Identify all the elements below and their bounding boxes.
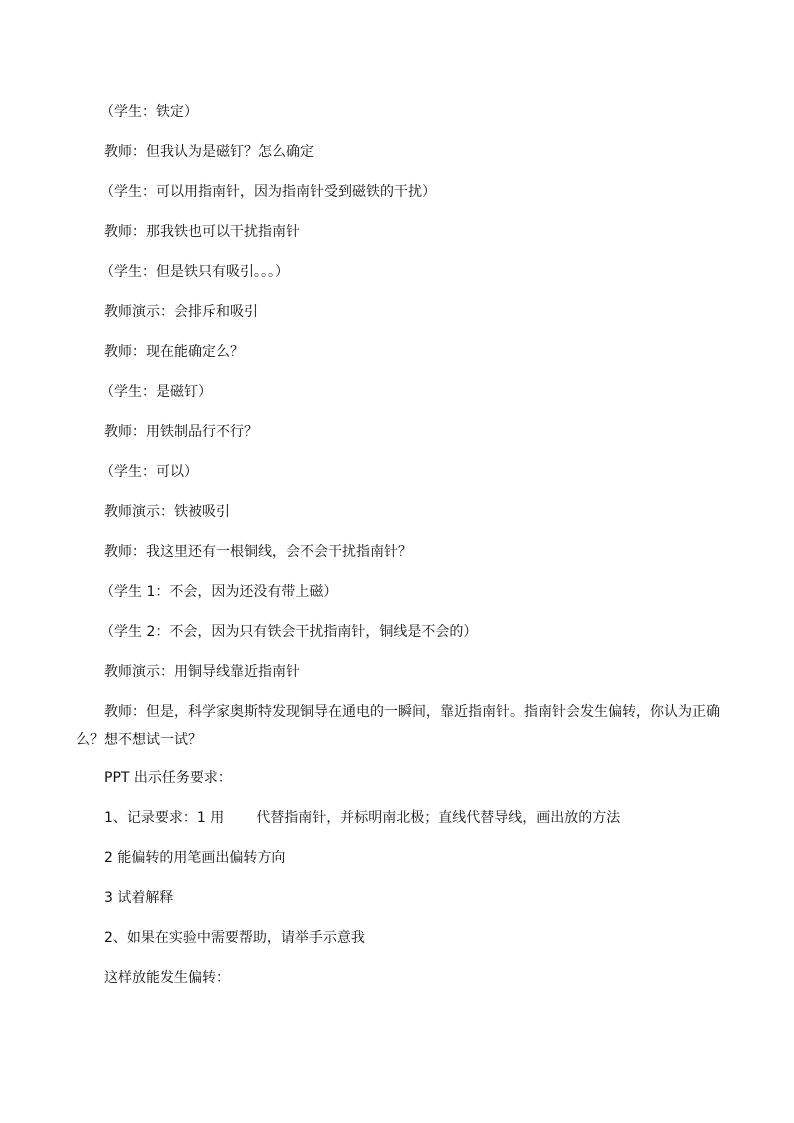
task-requirement-1: [104, 808, 620, 828]
dialogue-line-student-1: （学生：铁定）: [100, 104, 198, 120]
task-requirement-2: 2 能偏转的用笔画出偏转方向: [104, 850, 286, 866]
task-requirement-1-start: 1、记录要求：1 用: [104, 810, 225, 826]
dialogue-line-student-2: （学生：可以用指南针，因为指南针受到磁铁的干扰）: [100, 184, 436, 200]
dialogue-line-student-3: （学生：但是铁只有吸引。。。）: [100, 264, 289, 280]
dialogue-line-teacher-demo-3: 教师演示：用铜导线靠近指南针: [104, 664, 300, 680]
dialogue-line-teacher-1: 教师：但我认为是磁钉？怎么确定: [104, 144, 314, 160]
task-requirement-help: 2、如果在实验中需要帮助，请举手示意我: [104, 930, 365, 946]
dialogue-line-teacher-demo-1: 教师演示：会排斥和吸引: [104, 304, 258, 320]
task-requirement-1-end: 代替指南针，并标明南北极；直线代替导线，画出放的方法: [256, 810, 621, 826]
task-requirement-3: 3 试着解释: [104, 890, 174, 906]
dialogue-line-teacher-5: 教师：我这里还有一根铜线，会不会干扰指南针？: [104, 544, 412, 560]
dialogue-line-teacher-demo-2: 教师演示：铁被吸引: [104, 504, 230, 520]
dialogue-line-student-7: （学生 2：不会，因为只有铁会干扰指南针，铜线是不会的）: [100, 624, 478, 640]
dialogue-line-teacher-2: 教师：那我铁也可以干扰指南针: [104, 224, 300, 240]
dialogue-line-student-5: （学生：可以）: [100, 464, 198, 480]
deflection-prompt: 这样放能发生偏转：: [104, 970, 230, 986]
dialogue-line-teacher-3: 教师：现在能确定么？: [104, 344, 244, 360]
dialogue-line-student-4: （学生：是磁钉）: [100, 384, 212, 400]
task-title: PPT 出示任务要求：: [104, 770, 232, 786]
dialogue-line-student-6: （学生 1：不会，因为还没有带上磁）: [100, 584, 338, 600]
dialogue-line-teacher-4: 教师：用铁制品行不行？: [104, 424, 258, 440]
teacher-paragraph: 教师：但是，科学家奥斯特发现铜导在通电的一瞬间，靠近指南针。指南针会发生偏转，你认为正确么？想不想试一试？: [76, 704, 720, 748]
